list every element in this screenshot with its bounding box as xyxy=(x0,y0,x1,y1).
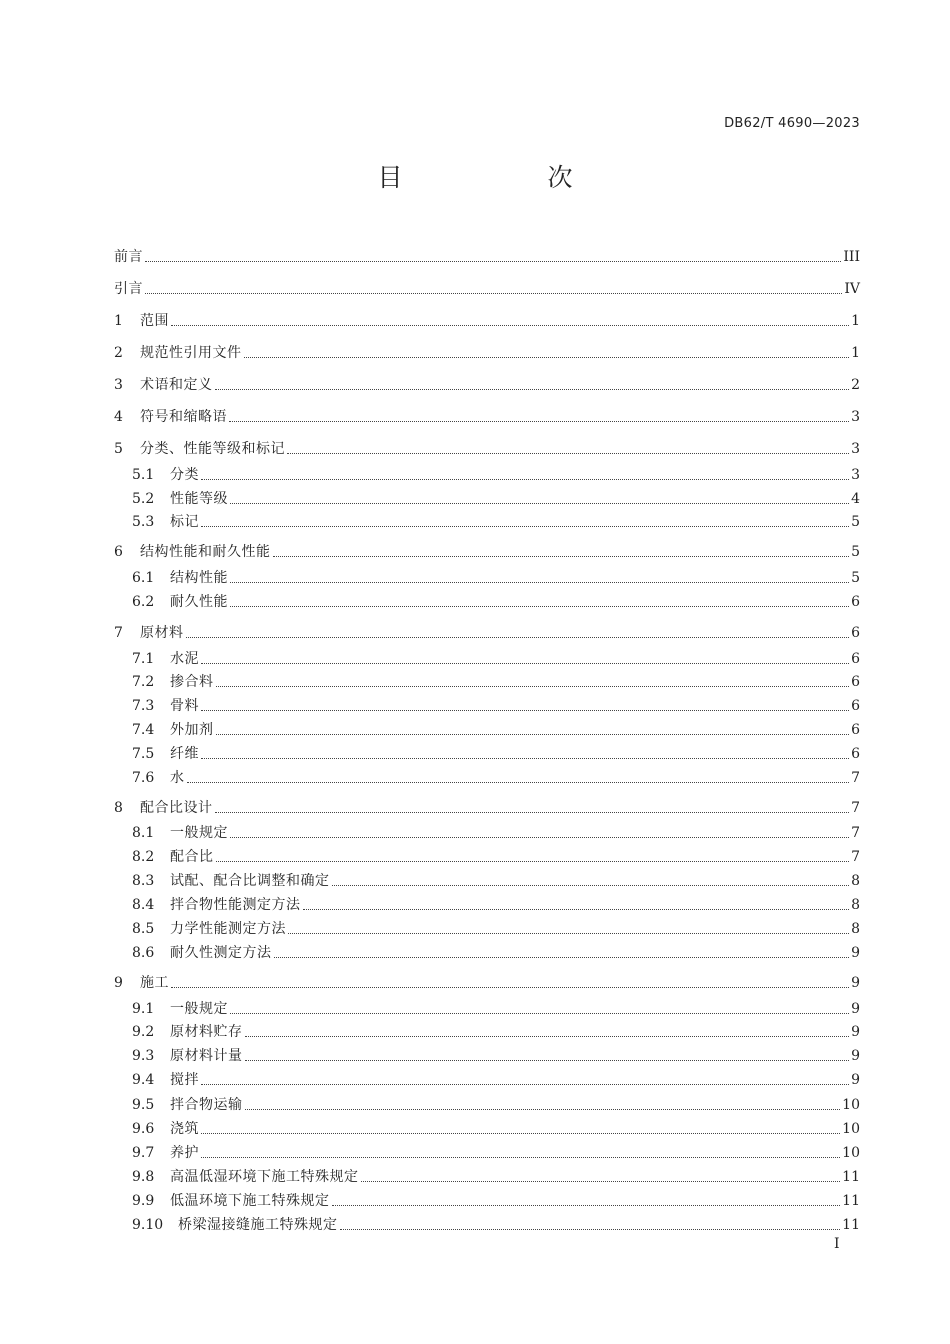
toc-entry-page: 10 xyxy=(842,1097,860,1113)
toc-entry[interactable] xyxy=(132,1094,860,1116)
toc-entry[interactable] xyxy=(132,719,860,741)
dot-leader xyxy=(215,389,850,390)
toc-entry-number: 8.1 xyxy=(132,825,155,841)
toc-entry-label: 规范性引用文件 xyxy=(140,345,242,361)
toc-entry[interactable] xyxy=(114,797,860,819)
toc-entry-page: 8 xyxy=(851,897,860,913)
toc-entry-label: 原材料计量 xyxy=(170,1048,243,1064)
toc-entry-number: 6.2 xyxy=(132,594,155,610)
toc-entry-number: 5.3 xyxy=(132,514,155,530)
toc-entry-number: 9 xyxy=(114,975,123,991)
dot-leader xyxy=(201,710,849,711)
toc-entry-page: 9 xyxy=(851,1048,860,1064)
toc-entry[interactable] xyxy=(132,695,860,717)
toc-entry[interactable] xyxy=(132,464,860,486)
toc-entry-number: 9.1 xyxy=(132,1001,155,1017)
toc-entry-page: 9 xyxy=(851,1072,860,1088)
dot-leader xyxy=(201,663,849,664)
toc-entry[interactable] xyxy=(132,1214,860,1236)
toc-entry[interactable] xyxy=(114,278,860,300)
dot-leader xyxy=(245,1036,850,1037)
dot-leader xyxy=(274,957,850,958)
toc-entry-page: 3 xyxy=(851,441,860,457)
toc-entry-label: 前言 xyxy=(114,249,143,265)
dot-leader xyxy=(230,503,849,504)
toc-entry-label: 原材料 xyxy=(140,625,184,641)
toc-entry[interactable] xyxy=(114,541,860,563)
toc-entry[interactable] xyxy=(132,918,860,940)
dot-leader xyxy=(230,1013,849,1014)
toc-entry-number: 9.5 xyxy=(132,1097,155,1113)
dot-leader xyxy=(171,987,849,988)
toc-entry-page: 10 xyxy=(842,1145,860,1161)
page-title: 目 次 xyxy=(377,163,633,192)
toc-entry[interactable] xyxy=(132,870,860,892)
toc-entry-number: 8.6 xyxy=(132,945,155,961)
toc-entry-page: 1 xyxy=(851,345,860,361)
toc-entry-number: 1 xyxy=(114,313,123,329)
toc-entry-page: 11 xyxy=(842,1193,860,1209)
dot-leader xyxy=(229,421,849,422)
toc-entry-page: 9 xyxy=(851,945,860,961)
toc-entry-label: 术语和定义 xyxy=(140,377,213,393)
toc-entry-number: 7.4 xyxy=(132,722,155,738)
toc-entry-number: 9.7 xyxy=(132,1145,155,1161)
toc-entry[interactable] xyxy=(132,1190,860,1212)
toc-entry-label: 分类 xyxy=(170,467,199,483)
toc-entry-label: 水 xyxy=(170,770,185,786)
toc-entry-page: 6 xyxy=(851,722,860,738)
dot-leader xyxy=(332,1205,841,1206)
toc-entry-page: 7 xyxy=(851,849,860,865)
toc-entry-page: 4 xyxy=(851,491,860,507)
toc-entry-label: 标记 xyxy=(170,514,199,530)
toc-entry-number: 7.1 xyxy=(132,651,155,667)
dot-leader xyxy=(273,556,850,557)
toc-entry-number: 8.2 xyxy=(132,849,155,865)
toc-entry-label: 引言 xyxy=(114,281,143,297)
dot-leader xyxy=(216,686,850,687)
toc-entry-label: 配合比 xyxy=(170,849,214,865)
dot-leader xyxy=(201,526,849,527)
toc-entry-label: 低温环境下施工特殊规定 xyxy=(170,1193,330,1209)
toc-entry-number: 9.8 xyxy=(132,1169,155,1185)
toc-entry-label: 配合比设计 xyxy=(140,800,213,816)
toc-entry-number: 2 xyxy=(114,345,123,361)
toc-entry-number: 9.3 xyxy=(132,1048,155,1064)
toc-entry-label: 拌合物性能测定方法 xyxy=(170,897,301,913)
toc-entry-page: 7 xyxy=(851,770,860,786)
dot-leader xyxy=(145,293,842,294)
toc-entry-page: 5 xyxy=(851,544,860,560)
toc-entry-label: 施工 xyxy=(140,975,169,991)
dot-leader xyxy=(230,837,849,838)
toc-entry-label: 养护 xyxy=(170,1145,199,1161)
toc-entry-page: 2 xyxy=(851,377,860,393)
toc-entry[interactable] xyxy=(132,743,860,765)
dot-leader xyxy=(303,909,850,910)
toc-entry[interactable] xyxy=(132,511,860,533)
toc-entry-number: 7 xyxy=(114,625,123,641)
dot-leader xyxy=(340,1229,841,1230)
toc-entry-label: 水泥 xyxy=(170,651,199,667)
toc-entry-page: 1 xyxy=(851,313,860,329)
dot-leader xyxy=(171,325,849,326)
toc-entry-page: 9 xyxy=(851,1001,860,1017)
toc-entry-page: 6 xyxy=(851,625,860,641)
toc-entry-page: III xyxy=(843,249,860,265)
toc-entry-number: 5.1 xyxy=(132,467,155,483)
toc-entry-page: 6 xyxy=(851,674,860,690)
toc-entry-label: 耐久性测定方法 xyxy=(170,945,272,961)
toc-entry[interactable] xyxy=(132,894,860,916)
toc-entry-label: 结构性能 xyxy=(170,570,228,586)
toc-entry-page: 6 xyxy=(851,746,860,762)
toc-entry[interactable] xyxy=(132,567,860,589)
toc-entry-label: 搅拌 xyxy=(170,1072,199,1088)
toc-entry-number: 5.2 xyxy=(132,491,155,507)
toc-entry-number: 7.2 xyxy=(132,674,155,690)
toc-entry-page: 6 xyxy=(851,594,860,610)
dot-leader xyxy=(332,885,850,886)
toc-entry-number: 3 xyxy=(114,377,123,393)
toc-entry-number: 6.1 xyxy=(132,570,155,586)
toc-entry[interactable] xyxy=(132,1045,860,1067)
toc-entry-page: 7 xyxy=(851,825,860,841)
toc-entry-page: 11 xyxy=(842,1169,860,1185)
toc-entry[interactable] xyxy=(132,1021,860,1043)
toc-entry-label: 一般规定 xyxy=(170,825,228,841)
toc-entry[interactable] xyxy=(114,374,860,396)
dot-leader xyxy=(287,453,849,454)
toc-entry-number: 8.4 xyxy=(132,897,155,913)
toc-entry-number: 6 xyxy=(114,544,123,560)
toc-entry-page: 3 xyxy=(851,467,860,483)
toc-entry-page: 5 xyxy=(851,570,860,586)
dot-leader xyxy=(230,582,849,583)
toc-entry-label: 范围 xyxy=(140,313,169,329)
toc-entry-page: 5 xyxy=(851,514,860,530)
toc-entry[interactable] xyxy=(114,406,860,428)
toc-entry[interactable] xyxy=(132,1118,860,1140)
toc-entry-label: 符号和缩略语 xyxy=(140,409,227,425)
toc-entry-number: 8.3 xyxy=(132,873,155,889)
toc-entry-page: 7 xyxy=(851,800,860,816)
dot-leader xyxy=(186,637,850,638)
dot-leader xyxy=(216,734,850,735)
toc-entry-number: 7.6 xyxy=(132,770,155,786)
toc-entry[interactable] xyxy=(114,972,860,994)
toc-entry[interactable] xyxy=(132,942,860,964)
toc-entry[interactable] xyxy=(114,622,860,644)
toc-entry[interactable] xyxy=(132,591,860,613)
toc-entry-number: 9.6 xyxy=(132,1121,155,1137)
toc-entry-label: 掺合料 xyxy=(170,674,214,690)
dot-leader xyxy=(216,861,850,862)
toc-entry-label: 性能等级 xyxy=(170,491,228,507)
toc-entry[interactable] xyxy=(132,1166,860,1188)
toc-entry-page: 3 xyxy=(851,409,860,425)
toc-entry-label: 力学性能测定方法 xyxy=(170,921,286,937)
dot-leader xyxy=(288,933,849,934)
dot-leader xyxy=(201,1133,840,1134)
toc-entry[interactable] xyxy=(132,1069,860,1091)
toc-entry[interactable] xyxy=(132,488,860,510)
toc-entry-label: 原材料贮存 xyxy=(170,1024,243,1040)
toc-entry-label: 外加剂 xyxy=(170,722,214,738)
toc-entry-number: 4 xyxy=(114,409,123,425)
dot-leader xyxy=(201,1157,840,1158)
toc-entry-page: 6 xyxy=(851,698,860,714)
toc-entry-page: 9 xyxy=(851,975,860,991)
dot-leader xyxy=(244,357,850,358)
toc-entry-number: 9.2 xyxy=(132,1024,155,1040)
toc-entry[interactable] xyxy=(132,767,860,789)
dot-leader xyxy=(361,1181,841,1182)
toc-entry-label: 高温低湿环境下施工特殊规定 xyxy=(170,1169,359,1185)
dot-leader xyxy=(230,606,849,607)
toc-entry-label: 耐久性能 xyxy=(170,594,228,610)
toc-entry[interactable] xyxy=(132,822,860,844)
dot-leader xyxy=(245,1109,841,1110)
toc-entry[interactable] xyxy=(114,438,860,460)
toc-entry-label: 结构性能和耐久性能 xyxy=(140,544,271,560)
toc-entry[interactable] xyxy=(132,846,860,868)
dot-leader xyxy=(215,812,850,813)
toc-entry-label: 桥梁湿接缝施工特殊规定 xyxy=(178,1217,338,1233)
dot-leader xyxy=(245,1060,850,1061)
toc-entry[interactable] xyxy=(114,310,860,332)
dot-leader xyxy=(145,261,841,262)
footer-page-number: I xyxy=(834,1236,840,1252)
toc-entry-label: 一般规定 xyxy=(170,1001,228,1017)
toc-entry-number: 7.3 xyxy=(132,698,155,714)
toc-entry[interactable] xyxy=(132,1142,860,1164)
toc-entry[interactable] xyxy=(132,671,860,693)
toc-entry[interactable] xyxy=(114,342,860,364)
toc-entry[interactable] xyxy=(114,246,860,268)
dot-leader xyxy=(201,479,849,480)
toc-entry-page: IV xyxy=(844,281,860,297)
toc-entry-label: 分类、性能等级和标记 xyxy=(140,441,285,457)
toc-entry-page: 8 xyxy=(851,873,860,889)
dot-leader xyxy=(201,758,849,759)
toc-entry-label: 拌合物运输 xyxy=(170,1097,243,1113)
toc-entry-number: 8.5 xyxy=(132,921,155,937)
toc-entry-number: 9.9 xyxy=(132,1193,155,1209)
toc-entry[interactable] xyxy=(132,998,860,1020)
toc-entry-label: 浇筑 xyxy=(170,1121,199,1137)
toc-entry-number: 7.5 xyxy=(132,746,155,762)
dot-leader xyxy=(187,782,850,783)
toc-entry-page: 9 xyxy=(851,1024,860,1040)
dot-leader xyxy=(201,1084,849,1085)
toc-entry-page: 6 xyxy=(851,651,860,667)
standard-code: DB62/T 4690—2023 xyxy=(724,116,860,131)
toc-entry-page: 8 xyxy=(851,921,860,937)
toc-entry-number: 9.4 xyxy=(132,1072,155,1088)
toc-entry-label: 骨料 xyxy=(170,698,199,714)
toc-entry-number: 9.10 xyxy=(132,1217,164,1233)
toc-entry-number: 5 xyxy=(114,441,123,457)
toc-entry-label: 试配、配合比调整和确定 xyxy=(170,873,330,889)
toc-entry-page: 11 xyxy=(842,1217,860,1233)
toc-entry-label: 纤维 xyxy=(170,746,199,762)
toc-entry[interactable] xyxy=(132,648,860,670)
toc-entry-number: 8 xyxy=(114,800,123,816)
toc-entry-page: 10 xyxy=(842,1121,860,1137)
